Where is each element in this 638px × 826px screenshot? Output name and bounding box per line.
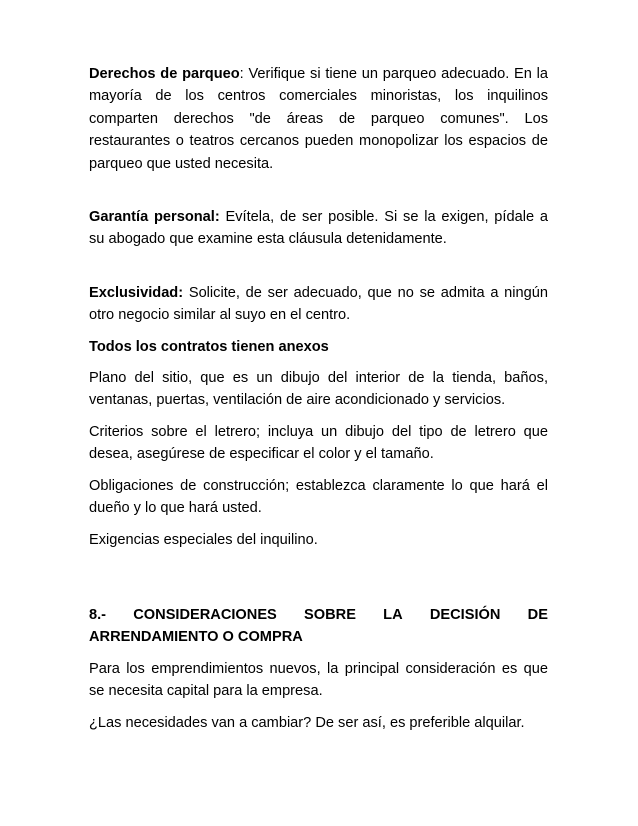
document-body bbox=[89, 63, 548, 734]
construction-obligations-paragraph: Obligaciones de construcción; establezca claramente lo que hará el dueño y lo que hará usted. bbox=[89, 477, 548, 517]
heading-word: CONSIDERACIONES bbox=[133, 606, 277, 623]
parking-rights-label: Derechos de parqueo bbox=[89, 66, 240, 82]
heading-word: DE bbox=[527, 606, 548, 623]
exclusivity-paragraph bbox=[89, 282, 548, 327]
special-requirements-paragraph: Exigencias especiales del inquilino. bbox=[89, 531, 318, 548]
parking-rights-paragraph bbox=[89, 63, 548, 175]
section-8-heading-line-1 bbox=[89, 604, 548, 626]
heading-word: DECISIÓN bbox=[429, 606, 501, 623]
new-ventures-paragraph: Para los emprendimientos nuevos, la principal consideración es que se necesita capital para la empresa. bbox=[89, 660, 548, 700]
changing-needs-paragraph: ¿Las necesidades van a cambiar? De ser así, es preferible alquilar. bbox=[89, 714, 525, 731]
personal-guarantee-text: Evítela, de ser posible. Si se la exigen, pídale a su abogado que examine esta cláusula detenidamente. bbox=[89, 209, 548, 248]
heading-word: LA bbox=[383, 606, 403, 623]
personal-guarantee-label: Garantía personal: bbox=[89, 209, 220, 226]
section-8-number: 8.- bbox=[89, 606, 107, 623]
annexes-heading: Todos los contratos tienen anexos bbox=[89, 338, 329, 355]
heading-word: SOBRE bbox=[304, 606, 356, 623]
section-8-heading-line-2: ARRENDAMIENTO O COMPRA bbox=[89, 629, 303, 646]
site-plan-paragraph: Plano del sitio, que es un dibujo del interior de la tienda, baños, ventanas, puertas, ventilación de aire acondicionado y servicios. bbox=[89, 370, 548, 409]
parking-rights-text: : Verifique si tiene un parqueo adecuado. En la mayoría de los centros comerciales minoristas, los inquilinos comparten derechos "de áreas de parqueo comunes". Los restaurantes o teatros cercanos pueden monopolizar los espacios de parqueo que usted necesita. bbox=[89, 66, 548, 172]
section-8-heading bbox=[89, 604, 548, 649]
sign-criteria-paragraph: Criterios sobre el letrero; incluya un dibujo del tipo de letrero que desea, asegúrese de especificar el color y el tamaño. bbox=[89, 423, 548, 463]
exclusivity-text: Solicite, de ser adecuado, que no se admita a ningún otro negocio similar al suyo en el centro. bbox=[89, 284, 548, 324]
exclusivity-label: Exclusividad: bbox=[89, 284, 184, 301]
personal-guarantee-paragraph bbox=[89, 206, 548, 251]
